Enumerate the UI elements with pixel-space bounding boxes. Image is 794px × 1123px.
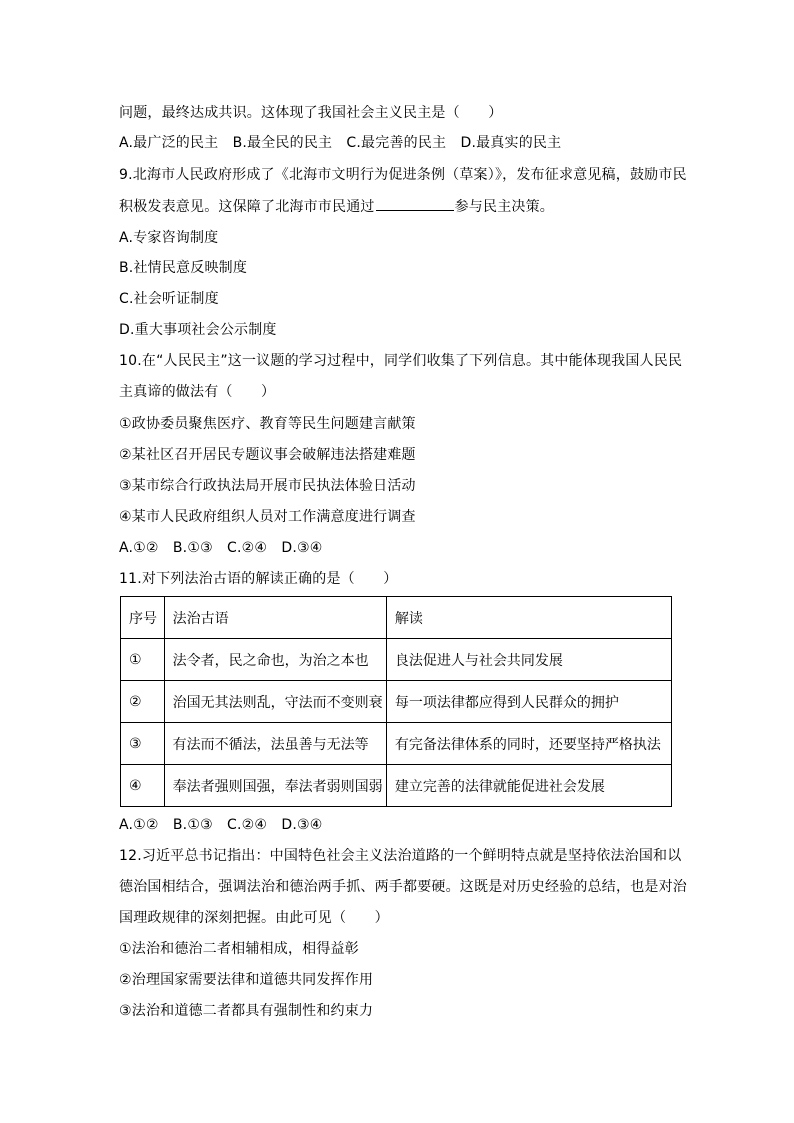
q11-stem: 11.对下列法治古语的解读正确的是（ ） bbox=[119, 571, 398, 587]
table-header-cell: 解读 bbox=[386, 597, 671, 639]
table-row bbox=[121, 681, 672, 723]
table-cell: 有完备法律体系的同时，还要坚持严格执法 bbox=[386, 723, 671, 765]
q9-text-after-blank: 参与民主决策。 bbox=[454, 199, 555, 215]
q10-statement-4: ④某市人民政府组织人员对工作满意度进行调查 bbox=[119, 509, 416, 525]
table-cell: 每一项法律都应得到人民群众的拥护 bbox=[386, 681, 671, 723]
table-cell: 良法促进人与社会共同发展 bbox=[386, 639, 671, 681]
q10-statement-3: ③某市综合行政执法局开展市民执法体验日活动 bbox=[119, 478, 416, 494]
table-cell: 奉法者强则国强，奉法者弱则国弱 bbox=[164, 765, 386, 807]
q8-stem-continuation: 问题，最终达成共识。这体现了我国社会主义民主是（ ） bbox=[119, 105, 503, 121]
q10-statement-2: ②某社区召开居民专题议事会破解违法搭建难题 bbox=[119, 447, 416, 463]
q11-options: A.①② B.①③ C.②④ D.③④ bbox=[119, 817, 323, 833]
table-cell: 治国无其法则乱，守法而不变则衰 bbox=[164, 681, 386, 723]
q9-stem-line1: 9.北海市人民政府形成了《北海市文明行为促进条例（草案）》，发布征求意见稿，鼓励市民 bbox=[119, 167, 687, 183]
table-cell: ② bbox=[121, 681, 165, 723]
q9-option-c: C.社会听证制度 bbox=[119, 291, 219, 307]
table-row bbox=[121, 723, 672, 765]
q9-text-before-blank: 积极发表意见。这保障了北海市市民通过 bbox=[119, 199, 375, 215]
table-cell: ④ bbox=[121, 765, 165, 807]
q12-stem-line3: 国理政规律的深刻把握。由此可见（ ） bbox=[119, 910, 389, 926]
table-cell: ① bbox=[121, 639, 165, 681]
q12-statement-2: ②治理国家需要法律和道德共同发挥作用 bbox=[119, 972, 374, 988]
table-header-cell: 序号 bbox=[121, 597, 165, 639]
table-cell: 有法而不循法，法虽善与无法等 bbox=[164, 723, 386, 765]
table-cell: 建立完善的法律就能促进社会发展 bbox=[386, 765, 671, 807]
table-row bbox=[121, 639, 672, 681]
q10-statement-1: ①政协委员聚焦医疗、教育等民生问题建言献策 bbox=[119, 416, 416, 432]
table-row bbox=[121, 765, 672, 807]
q9-option-b: B.社情民意反映制度 bbox=[119, 260, 248, 276]
q10-stem-line1: 10.在“人民民主”这一议题的学习过程中，同学们收集了下列信息。其中能体现我国人民民 bbox=[119, 353, 683, 369]
q8-options: A.最广泛的民主 B.最全民的民主 C.最完善的民主 D.最真实的民主 bbox=[119, 135, 562, 151]
q9-option-d: D.重大事项社会公示制度 bbox=[119, 322, 277, 338]
table-cell: ③ bbox=[121, 723, 165, 765]
q9-stem-line2 bbox=[119, 196, 554, 217]
q9-blank bbox=[376, 196, 454, 211]
q12-statement-3: ③法治和道德二者都具有强制性和约束力 bbox=[119, 1003, 374, 1019]
table-header-cell: 法治古语 bbox=[164, 597, 386, 639]
q12-stem-line2: 德治国相结合，强调法治和德治两手抓、两手都要硬。这既是对历史经验的总结，也是对治 bbox=[119, 879, 687, 895]
table-cell: 法令者，民之命也，为治之本也 bbox=[164, 639, 386, 681]
q12-stem-line1: 12.习近平总书记指出：中国特色社会主义法治道路的一个鲜明特点就是坚持依法治国和以 bbox=[119, 848, 682, 864]
q10-stem-line2: 主真谛的做法有（ ） bbox=[119, 384, 276, 400]
table-header-row bbox=[121, 597, 672, 639]
q9-option-a: A.专家咨询制度 bbox=[119, 230, 219, 246]
q12-statement-1: ①法治和德治二者相辅相成，相得益彰 bbox=[119, 941, 359, 957]
q10-options: A.①② B.①③ C.②④ D.③④ bbox=[119, 540, 323, 556]
q11-table bbox=[120, 596, 672, 807]
